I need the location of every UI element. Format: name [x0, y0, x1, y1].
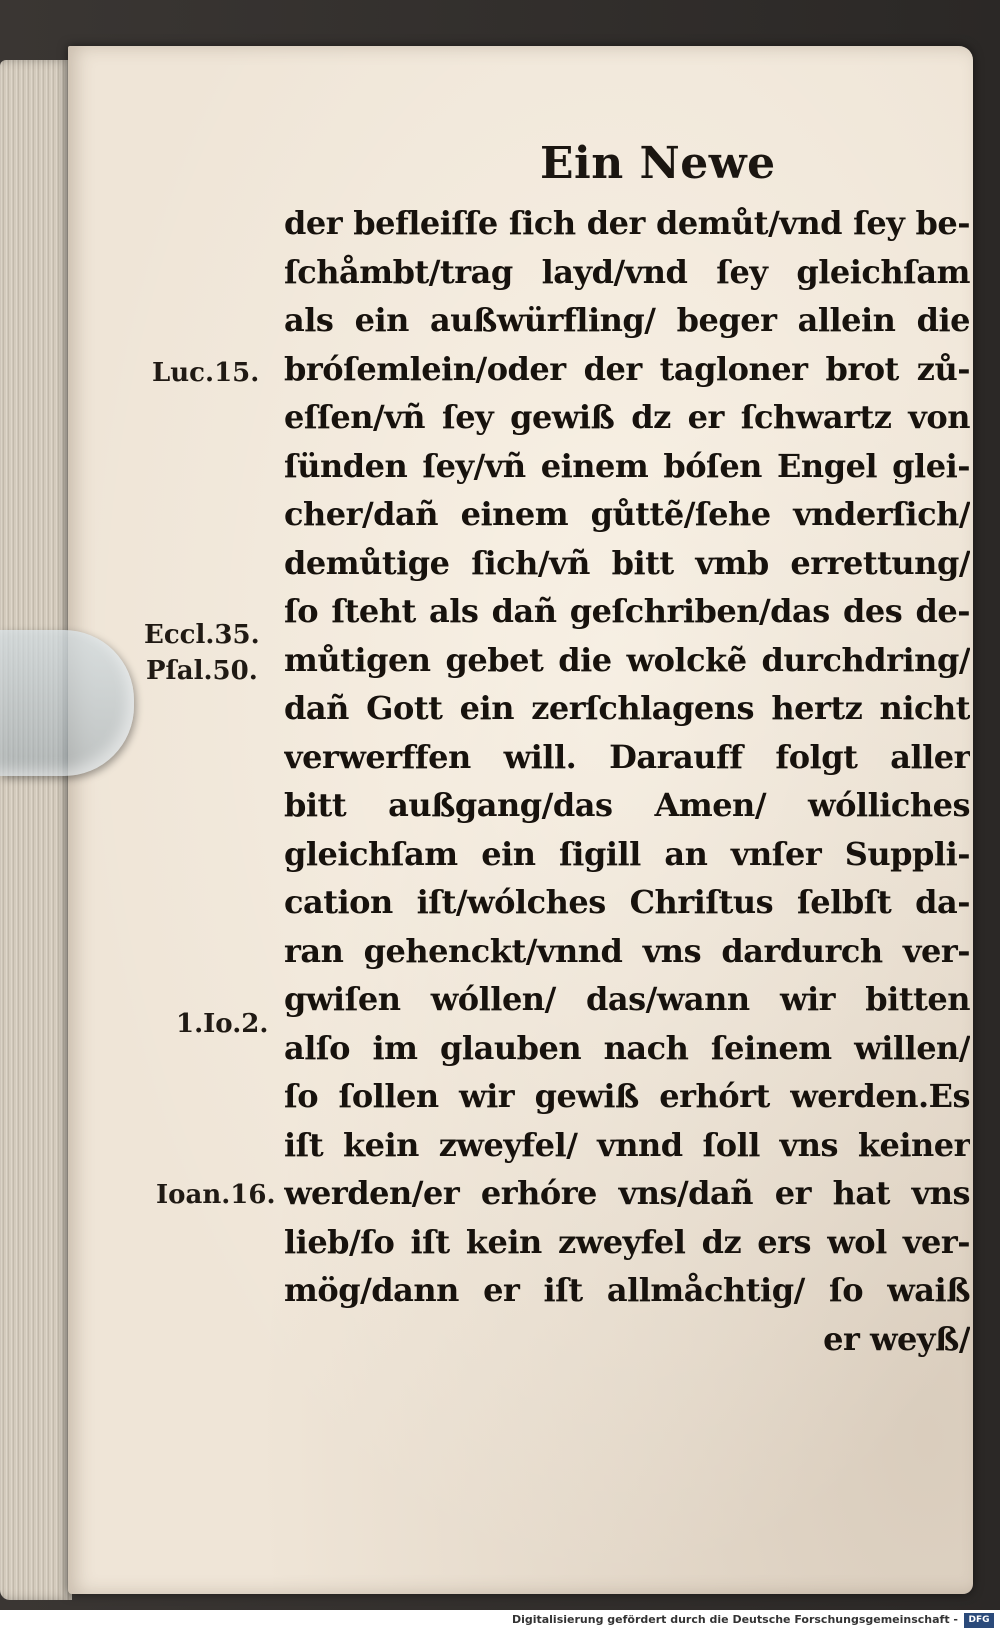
marginal-note-luc: Luc.15.	[152, 358, 260, 388]
text-line: werden/er erhóre vns/dañ er hat vns	[284, 1174, 970, 1212]
marginal-note-eccl: Eccl.35.	[144, 620, 260, 650]
running-header: Ein Newe	[540, 138, 776, 189]
text-line: dañ Gott ein zerſchlagens hertz nicht	[284, 689, 970, 727]
text-line: ſünden ſey/vñ einem bóſen Engel glei-	[284, 447, 970, 485]
text-line: cher/dañ einem gůttẽ/ſehe vnderſich/	[284, 495, 970, 533]
text-line: ran gehenckt/vnnd vns dardurch ver-	[284, 932, 970, 970]
footer-bar	[0, 1610, 1000, 1632]
text-line: verwerffen will. Darauff folgt aller	[284, 738, 970, 776]
text-line: mög/dann er iſt allmåchtig/ ſo waiß	[284, 1271, 970, 1309]
text-line-last: er weyß/	[823, 1320, 970, 1358]
text-line: der befleiſſe ſich der demůt/vnd ſey be-	[284, 204, 970, 242]
dfg-logo: DFG	[964, 1613, 994, 1628]
page-holder-clip	[0, 630, 134, 776]
text-line: demůtige ſich/vñ bitt vmb errettung/	[284, 544, 970, 582]
text-line: als ein außwürfling/ beger allein die	[284, 301, 970, 339]
text-line: cation iſt/wólches Chriſtus ſelbſt da-	[284, 883, 970, 921]
text-line: alſo im glauben nach ſeinem willen/	[284, 1029, 970, 1067]
text-line: eſſen/vñ ſey gewiß dz er ſchwartz von	[284, 398, 970, 436]
text-line: bitt außgang/das Amen/ wólliches	[284, 786, 970, 824]
marginal-note-ioan: Ioan.16.	[156, 1180, 276, 1210]
text-line: lieb/ſo iſt kein zweyfel dz ers wol ver-	[284, 1223, 970, 1261]
text-line: gwiſen wóllen/ das/wann wir bitten	[284, 980, 970, 1018]
funding-credit: Digitalisierung gefördert durch die Deutsche Forschungsgemeinschaft -	[511, 1613, 958, 1626]
book-page-edges	[0, 60, 72, 1600]
text-line: ſo ſollen wir gewiß erhórt werden.Es	[284, 1077, 970, 1115]
text-line: ſo ſteht als dañ geſchriben/das des de-	[284, 592, 970, 630]
marginal-note-1io: 1.Io.2.	[176, 1009, 269, 1039]
text-line: iſt kein zweyfel/ vnnd ſoll vns keiner	[284, 1126, 970, 1164]
text-line: gleichſam ein ſigill an vnſer Suppli-	[284, 835, 970, 873]
text-line: můtigen gebet die wolckẽ durchdring/	[284, 641, 970, 679]
text-line: ſchåmbt/trag layd/vnd ſey gleichſam	[284, 253, 970, 291]
text-line: bróſemlein/oder der tagloner brot zů-	[284, 350, 970, 388]
marginal-note-psal: Pſal.50.	[146, 656, 258, 686]
